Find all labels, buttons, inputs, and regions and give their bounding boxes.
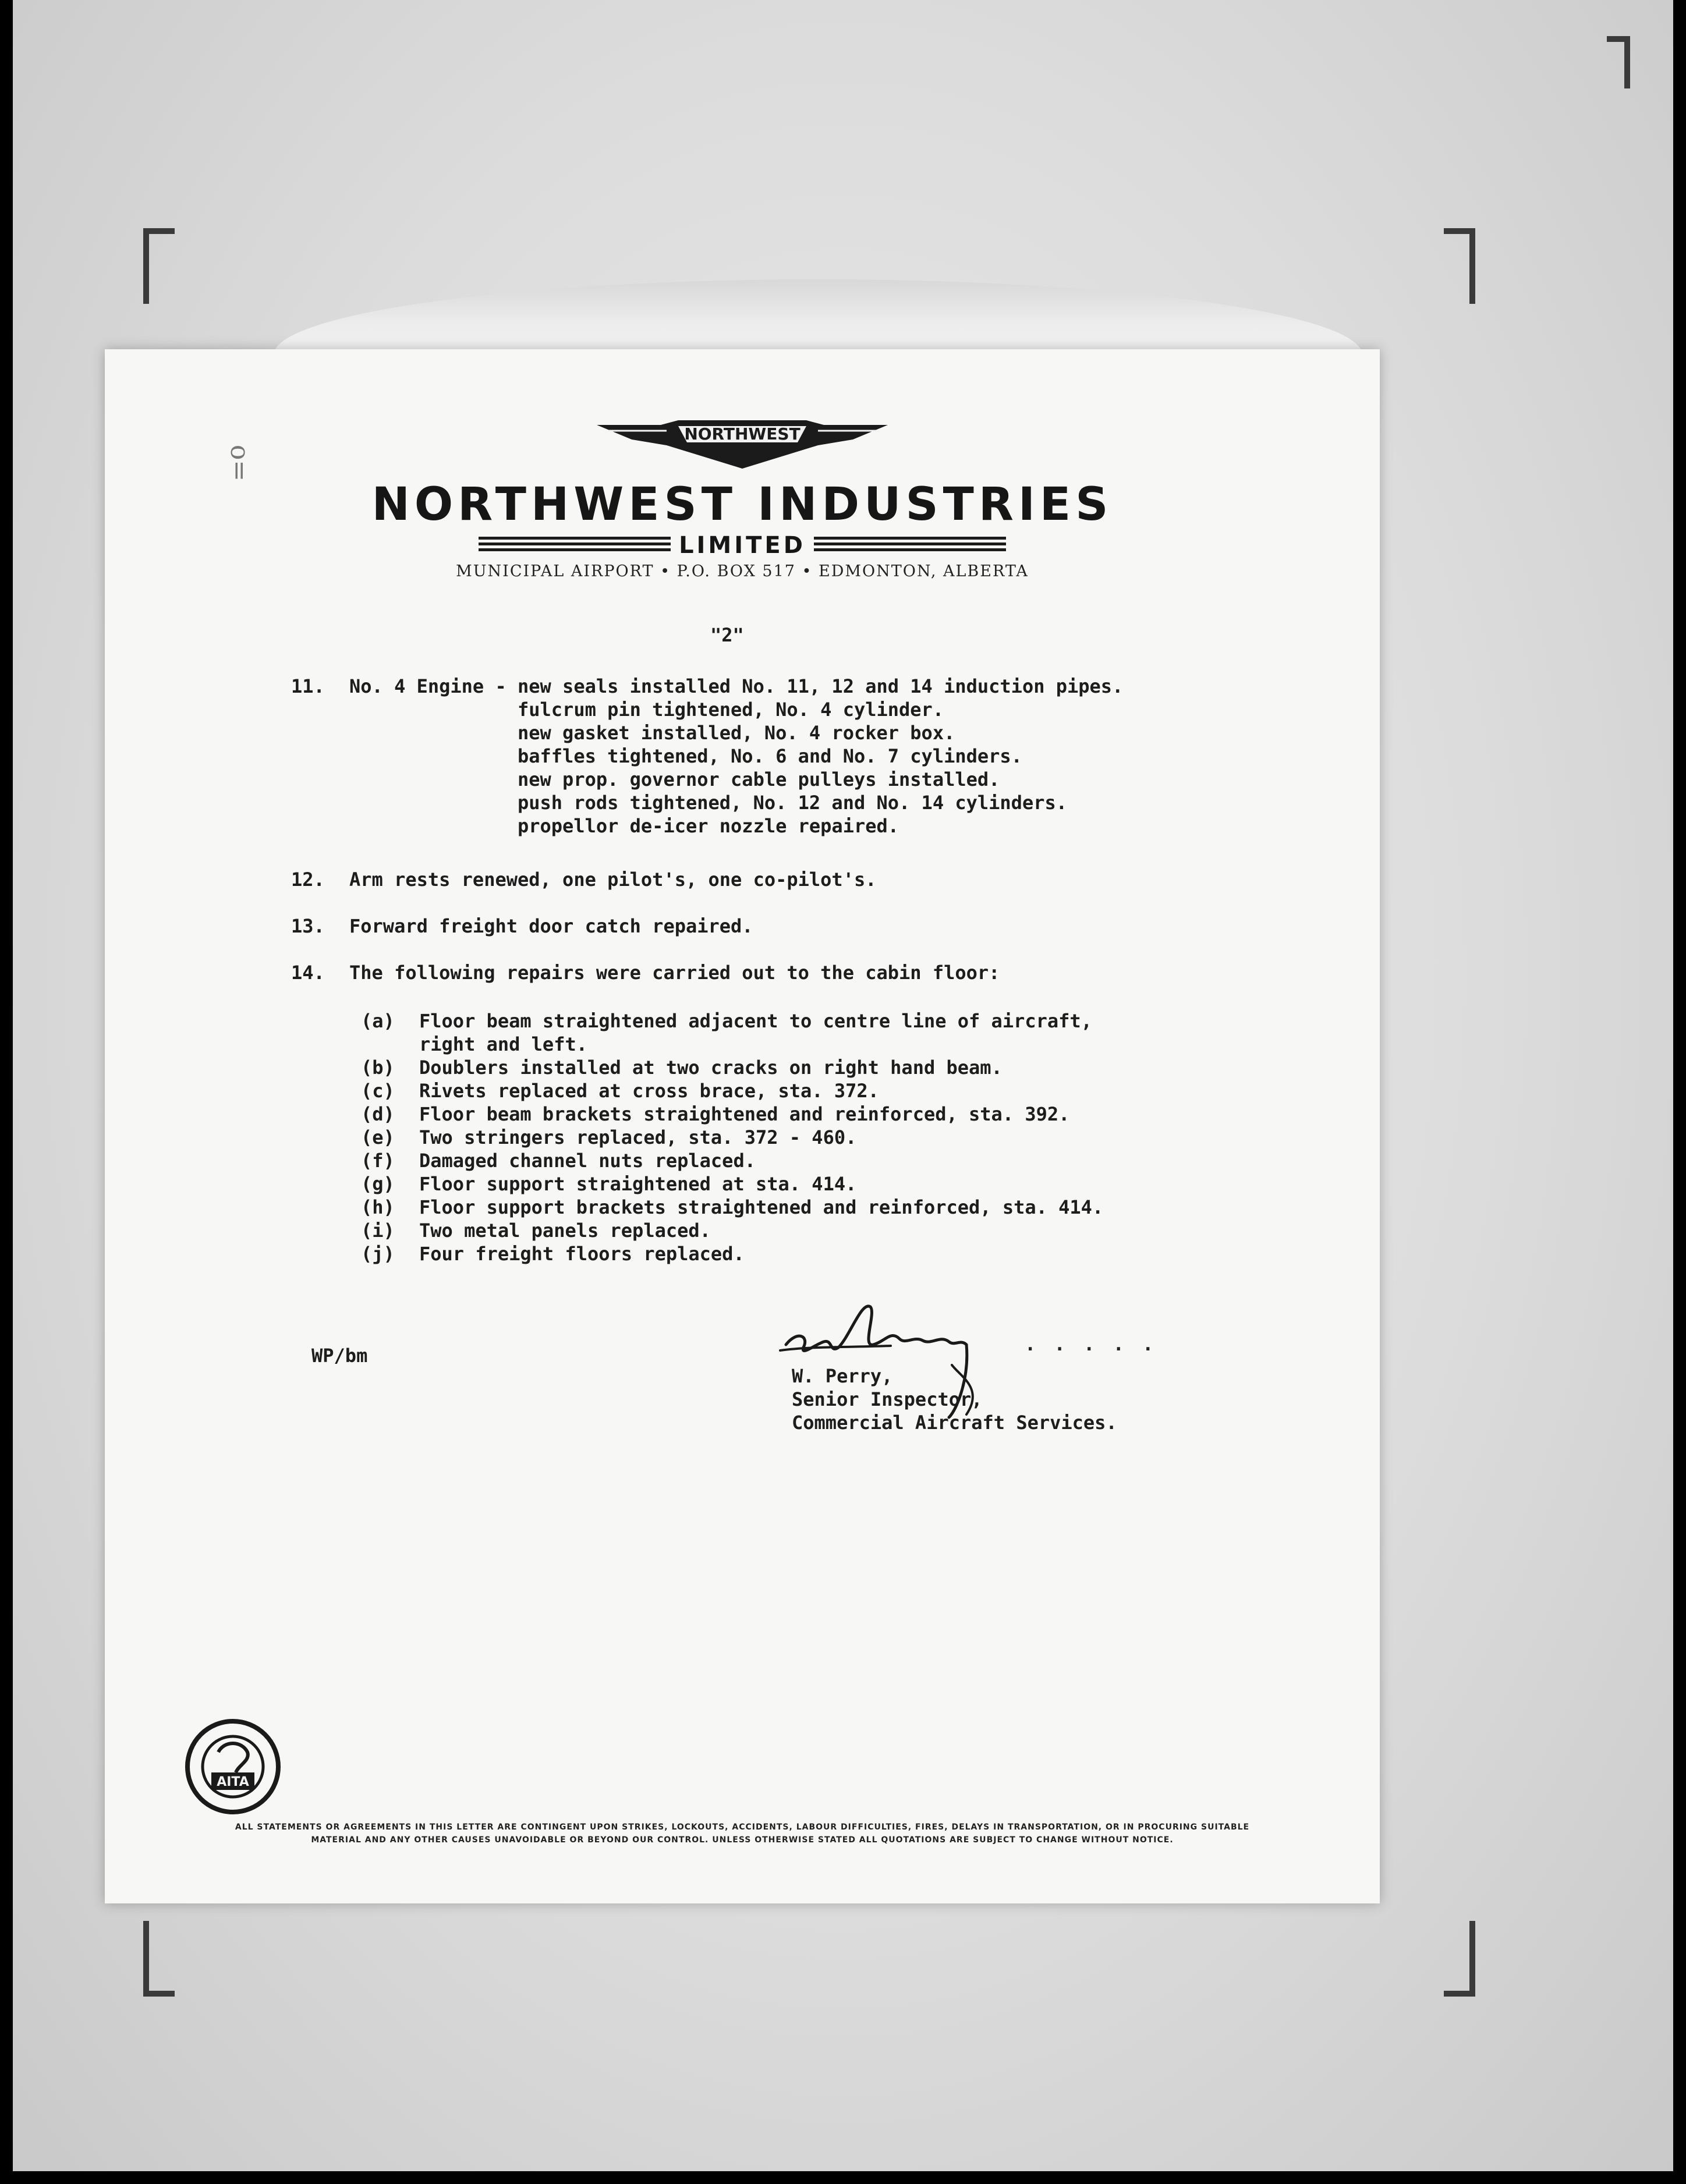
sub-item-line: Floor beam straightened adjacent to centre line of aircraft, [419,1010,1092,1032]
sub-item-line: Floor support brackets straightened and reinforced, sta. 414. [419,1196,1104,1218]
crop-mark-bottom-right [1444,1921,1475,1997]
company-address: MUNICIPAL AIRPORT • P.O. BOX 517 • EDMONTON, ALBERTA [456,562,1029,580]
typist-initials: WP/bm [311,1345,368,1367]
sub-item-j [361,1243,745,1331]
sub-item-line: right and left. [419,1033,587,1055]
item-body [349,675,1124,874]
sub-item-line: Floor beam brackets straightened and reinforced, sta. 392. [419,1103,1070,1125]
item-line: baffles tightened, No. 6 and No. 7 cylinders. [349,745,1022,767]
sub-item-letter: (e) [361,1126,395,1148]
item-line: Forward freight door catch repaired. [349,915,753,937]
item-line: propellor de-icer nozzle repaired. [349,815,899,837]
sub-item-letter: (a) [361,1010,395,1032]
sub-item-letter: (h) [361,1196,395,1218]
item-line: new prop. governor cable pulleys installed. [349,768,1000,790]
item-line: fulcrum pin tightened, No. 4 cylinder. [349,699,944,721]
sub-item-line: Doublers installed at two cracks on right hand beam. [419,1056,1003,1079]
decorative-stripes-left [479,537,671,554]
legal-footer [105,1821,1380,1847]
sub-item-line: Damaged channel nuts replaced. [419,1150,756,1172]
sub-item-letter: (f) [361,1150,395,1172]
letterhead [105,413,1380,580]
crop-mark-corner [1607,36,1630,88]
footer-line-1: ALL STATEMENTS OR AGREEMENTS IN THIS LETTER ARE CONTINGENT UPON STRIKES, LOCKOUTS, ACCIDENTS, LABOUR DIFFICULTIES, FIRES, DELAYS IN TRANSPORTATION, OR IN PROCURING SUITABLE [235,1823,1250,1832]
crop-mark-top-left [143,228,175,304]
decorative-stripes-right [814,537,1006,554]
page-number: "2" [710,624,744,646]
sub-item-letter: (b) [361,1056,395,1079]
item-number: 12. [291,868,325,891]
footer-line-2: MATERIAL AND ANY OTHER CAUSES UNAVOIDABLE OR BEYOND OUR CONTROL. UNLESS OTHERWISE STATED ALL QUOTATIONS ARE SUBJECT TO CHANGE WITHOUT NOTICE. [311,1835,1174,1845]
sub-item-line: Two stringers replaced, sta. 372 - 460. [419,1126,857,1148]
company-name: NORTHWEST INDUSTRIES [371,478,1113,531]
logo-text: NORTHWEST [684,424,801,444]
crop-mark-bottom-left [143,1921,175,1997]
signer-title: Senior Inspector, [792,1388,983,1410]
signature-dots: . . . . . [1025,1333,1157,1355]
item-line: Arm rests renewed, one pilot's, one co-pilot's. [349,868,877,891]
sub-item-letter: (d) [361,1103,395,1125]
signer-organization: Commercial Aircraft Services. [792,1412,1117,1434]
sub-item-letter: (c) [361,1080,395,1102]
item-line: No. 4 Engine - new seals installed No. 11, 12 and 14 induction pipes. [349,675,1124,697]
crop-mark-top-right [1444,228,1475,304]
aita-member-seal [183,1717,282,1816]
sub-item-text [419,1243,745,1309]
list-item-11 [291,675,1124,837]
item-line: push rods tightened, No. 12 and No. 14 cylinders. [349,792,1067,814]
sub-item-letter: (j) [361,1243,395,1265]
sub-item-letter: (g) [361,1173,395,1195]
signature-block [792,1365,1117,1476]
signer-name: W. Perry, [792,1365,893,1387]
item-number: 14. [291,962,325,984]
item-number: 11. [291,675,325,697]
sub-item-line: Floor support straightened at sta. 414. [419,1173,857,1195]
margin-mark: o= [225,444,255,482]
company-suffix: LIMITED [679,532,806,559]
item-line: The following repairs were carried out to the cabin floor: [349,962,1000,984]
limited-row [105,532,1380,559]
letter-page [105,349,1380,1903]
sub-item-line: Two metal panels replaced. [419,1219,711,1242]
item-number: 13. [291,915,325,937]
seal-text: AITA [217,1775,249,1789]
sub-item-letter: (i) [361,1219,395,1242]
northwest-wing-logo [597,413,888,471]
item-line: new gasket installed, No. 4 rocker box. [349,722,955,744]
sub-item-line: Rivets replaced at cross brace, sta. 372. [419,1080,879,1102]
sub-item-line: Four freight floors replaced. [419,1243,745,1265]
